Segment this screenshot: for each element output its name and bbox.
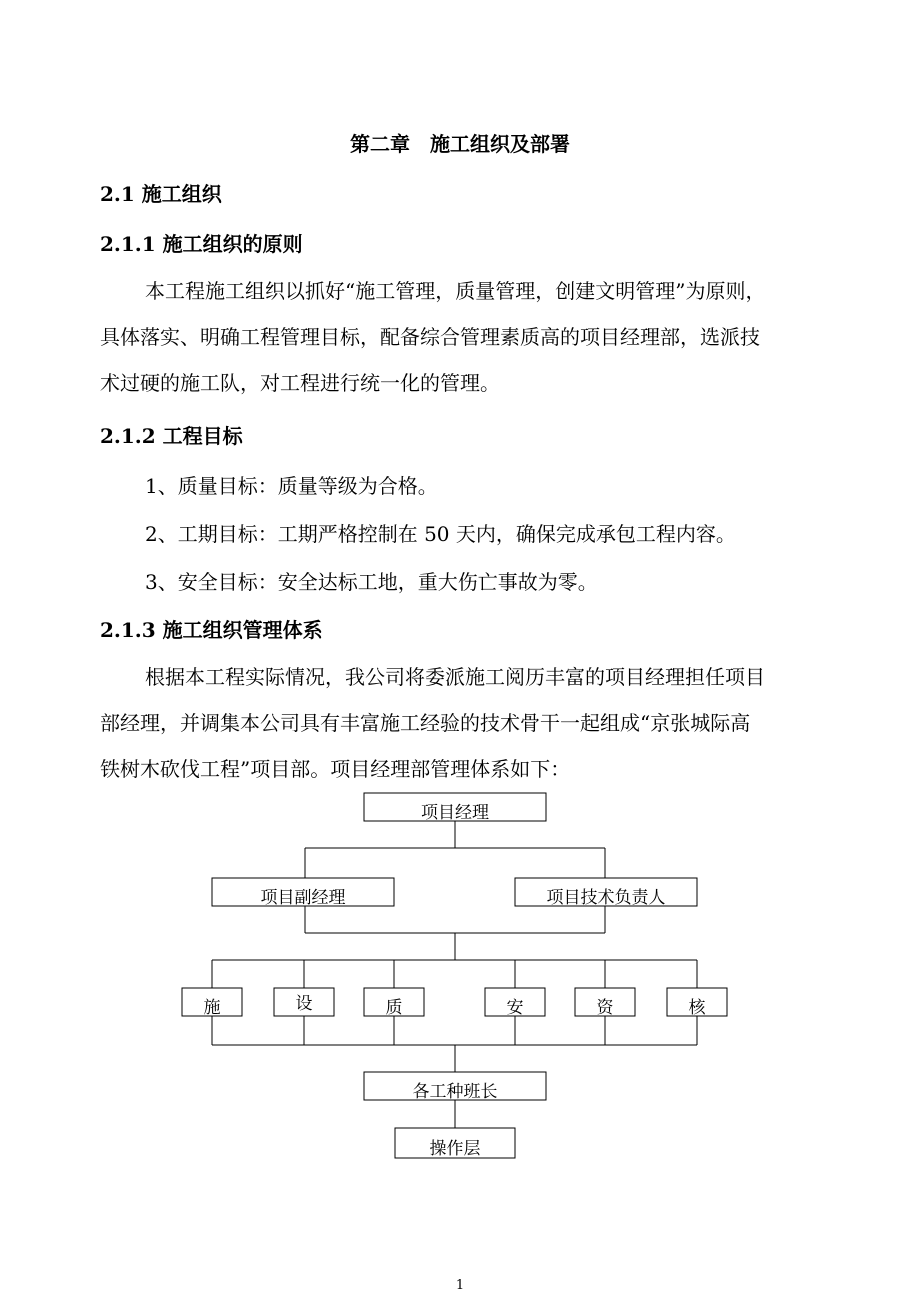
label-dept-5: 资 [596,998,614,1018]
label-team-leaders: 各工种班长 [412,1082,498,1102]
label-dept-6: 核 [688,998,706,1018]
heading-2-1: 2.1 施工组织 [100,182,222,206]
goal-quality: 1、质量目标：质量等级为合格。 [145,474,438,498]
label-dept-2: 设 [295,994,313,1014]
label-deputy-manager: 项目副经理 [260,888,346,908]
paragraph-principle-line-2: 具体落实、明确工程管理目标，配备综合管理素质高的项目经理部，选派技 [100,325,760,349]
paragraph-principle-line-3: 术过硬的施工队，对工程进行统一化的管理。 [100,371,500,395]
chapter-title: 第二章 施工组织及部署 [350,132,570,156]
paragraph-system-line-1: 根据本工程实际情况，我公司将委派施工阅历丰富的项目经理担任项目 [145,665,765,689]
heading-2-1-2: 2.1.2 工程目标 [100,424,243,448]
label-dept-4: 安 [506,998,524,1018]
page-number: 1 [455,1278,465,1293]
heading-2-1-3: 2.1.3 施工组织管理体系 [100,618,323,642]
goal-schedule: 2、工期目标：工期严格控制在 50 天内，确保完成承包工程内容。 [145,522,736,546]
label-project-manager: 项目经理 [421,803,489,823]
paragraph-system-line-2: 部经理，并调集本公司具有丰富施工经验的技术骨干一起组成“京张城际高 [100,711,751,735]
goal-safety: 3、安全目标：安全达标工地，重大伤亡事故为零。 [145,570,598,594]
label-technical-lead: 项目技术负责人 [546,888,666,908]
heading-2-1-1: 2.1.1 施工组织的原则 [100,232,303,256]
paragraph-principle-line-1: 本工程施工组织以抓好“施工管理，质量管理，创建文明管理”为原则， [145,279,766,303]
label-dept-3: 质 [385,998,403,1018]
label-operation-layer: 操作层 [429,1139,481,1159]
label-dept-1: 施 [203,998,221,1018]
paragraph-system-line-3: 铁树木砍伐工程”项目部。项目经理部管理体系如下： [100,757,571,781]
